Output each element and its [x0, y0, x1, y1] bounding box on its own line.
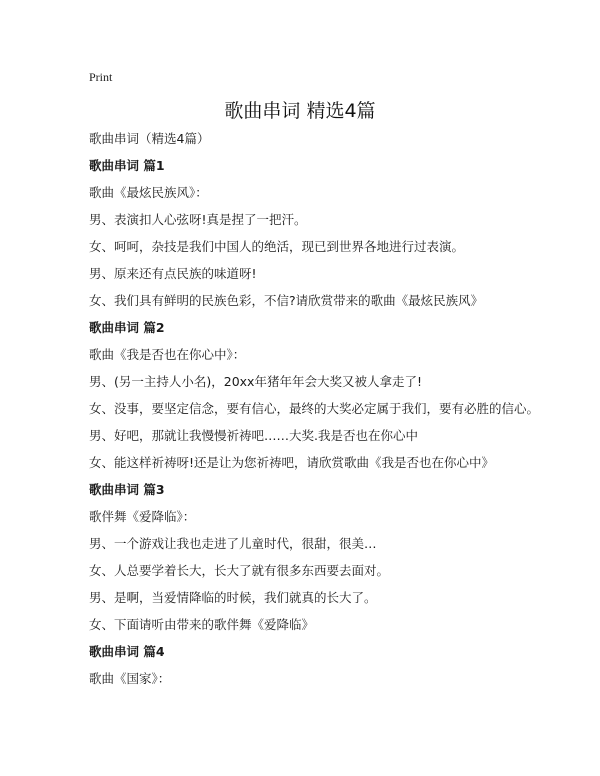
paragraph: 女、我们具有鲜明的民族色彩，不信?请欣赏带来的歌曲《最炫民族风》: [89, 293, 484, 308]
paragraph: 女、能这样祈祷呀!还是让为您祈祷吧，请欣赏歌曲《我是否也在你心中》: [89, 455, 495, 470]
paragraph: 歌曲《最炫民族风》：: [89, 185, 208, 200]
paragraph: 男、表演扣人心弦呀!真是捏了一把汗。: [89, 212, 307, 227]
intro-line: 歌曲串词（精选4篇）: [89, 131, 210, 146]
section-heading: 歌曲串词 篇1: [89, 158, 165, 173]
paragraph: 男、一个游戏让我也走进了儿童时代，很甜，很美…: [89, 536, 377, 551]
section-heading: 歌曲串词 篇2: [89, 320, 165, 335]
document-body: [89, 130, 559, 697]
paragraph: 女、人总要学着长大，长大了就有很多东西要去面对。: [89, 563, 390, 578]
paragraph: 男、好吧，那就让我慢慢祈祷吧……大奖.我是否也在你心中: [89, 428, 418, 443]
print-link[interactable]: Print: [89, 70, 113, 84]
page-title: 歌曲串词 精选4篇: [224, 100, 376, 122]
paragraph: 女、没事，要坚定信念，要有信心，最终的大奖必定属于我们，要有必胜的信心。: [89, 401, 540, 416]
paragraph: 男、原来还有点民族的味道呀!: [89, 266, 257, 281]
paragraph: 男、是啊，当爱情降临的时候，我们就真的长大了。: [89, 590, 377, 605]
paragraph: 女、下面请听由带来的歌伴舞《爱降临》: [89, 617, 315, 632]
paragraph: 歌曲《国家》：: [89, 671, 171, 686]
paragraph: 歌曲《我是否也在你心中》：: [89, 347, 246, 362]
paragraph: 歌伴舞《爱降临》：: [89, 509, 196, 524]
paragraph: 女、呵呵，杂技是我们中国人的绝活，现已到世界各地进行过表演。: [89, 239, 465, 254]
section-heading: 歌曲串词 篇4: [89, 644, 165, 659]
paragraph: 男、(另一主持人小名)，20xx年猪年年会大奖又被人拿走了!: [89, 374, 422, 389]
section-heading: 歌曲串词 篇3: [89, 482, 165, 497]
